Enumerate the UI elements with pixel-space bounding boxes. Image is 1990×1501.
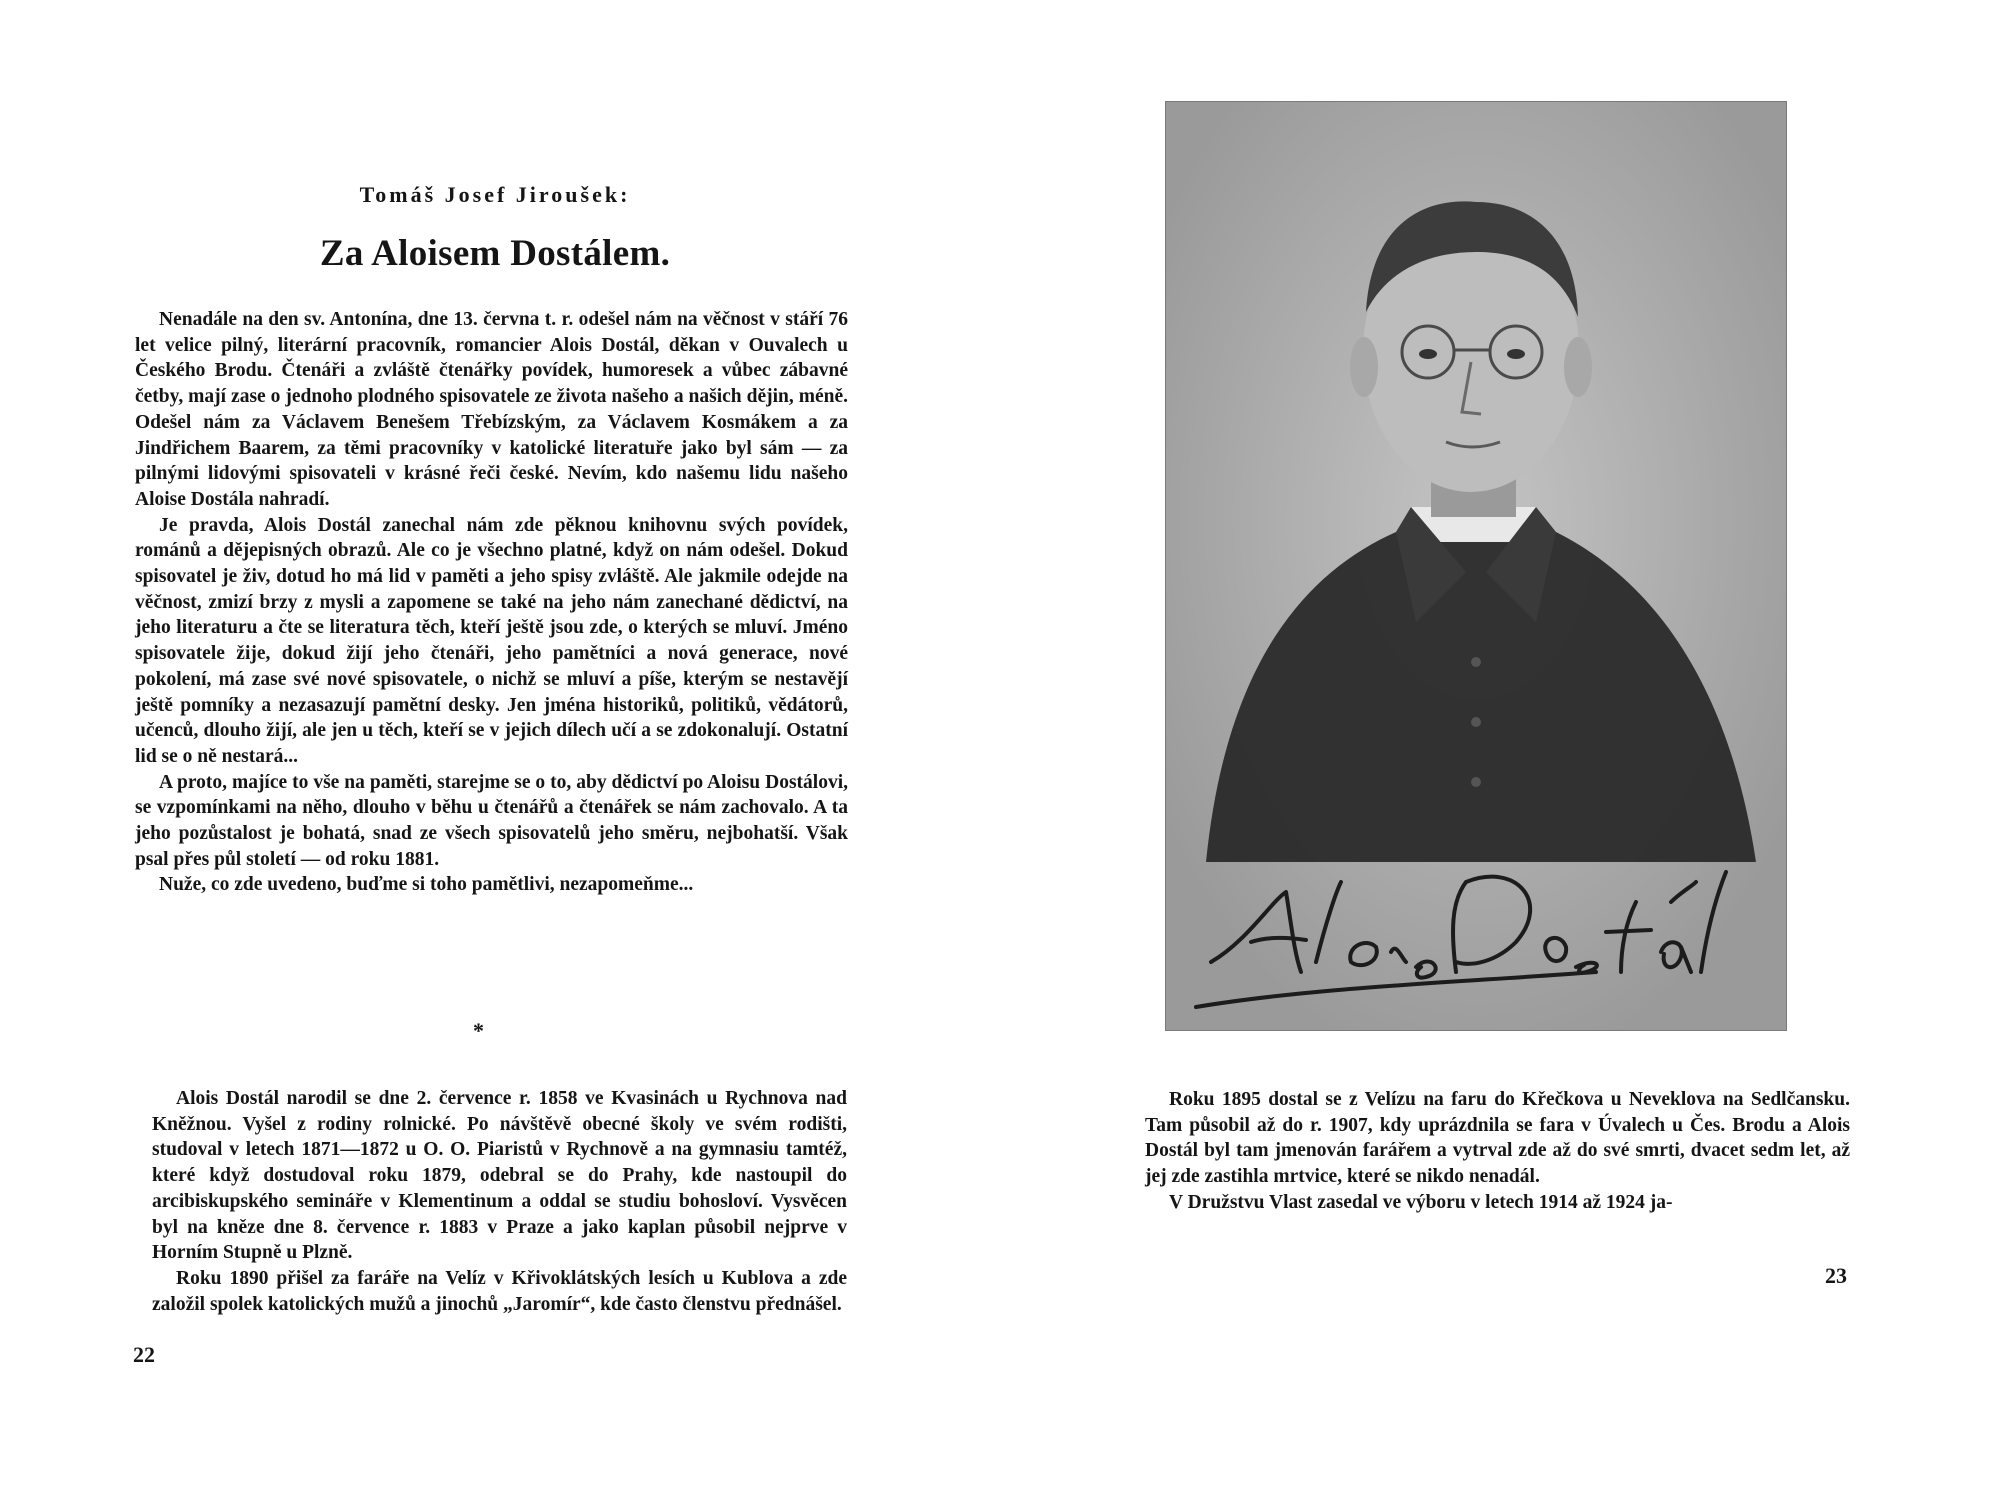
page-number-left: 22	[133, 1342, 155, 1367]
paragraph: Nenadále na den sv. Antonína, dne 13. června t. r. odešel nám na věčnost v stáří 76 let velice pilný, literární pracovník, romancier Alois Dostál, děkan v Ouvalech u Českého Brodu. Čtenáři a zvláště čtenářky povídek, humoresek a vůbec zábavné četby, mají zase o jednoho plodného spisovatele ze života našeho a našich dějin, méně. Odešel nám za Václavem Benešem Třebízským, za Václavem Kosmákem a za Jindřichem Baarem, za těmi pracovníky v katolické literatuře jako byl sám — za pilnými lidovými spisovateli v krásné řeči české. Nevím, kdo našemu lidu našeho Aloise Dostála nahradí.	[135, 309, 848, 510]
article-author: Tomáš Josef Jiroušek:	[359, 182, 631, 207]
paragraph: V Družstvu Vlast zasedal ve výboru v letech 1914 až 1924 ja-	[1169, 1191, 1673, 1213]
paragraph: Roku 1890 přišel za faráře na Velíz v Křivoklátských lesích u Kublova a zde založil spolek katolických mužů a jinochů „Jaromír“, kde často členstvu přednášel.	[152, 1267, 847, 1315]
article-title: Za Aloisem Dostálem.	[319, 233, 671, 274]
page-number-right: 23	[1825, 1263, 1847, 1288]
section-separator: *	[473, 1018, 484, 1043]
portrait-photo	[1165, 101, 1787, 1031]
paragraph: Je pravda, Alois Dostál zanechal nám zde pěknou knihovnu svých povídek, románů a dějepisných obrazů. Ale co je všechno platné, když on nám odešel. Dokud spisovatel je živ, dotud ho má lid v paměti a jeho spisy zvláště. Ale jakmile odejde na věčnost, zmizí brzy z mysli a zapomene se také na jeho nám zanechané dědictví, na jeho literaturu a čte se literatura těch, kteří ještě jsou zde, o kterých se mluví. Jméno spisovatele žije, dokud žijí jeho čtenáři, jeho pamětníci a nová generace, nové pokolení, má zase své nové spisovatele, o nichž se mluví a píše, kterým se nestavějí ještě pomníky a nezasazují pamětní desky. Jen jména historiků, politiků, vědátorů, učenců, dlouho žijí, ale jen u těch, kteří se v jejich dílech učí a se zdokonalují. Ostatní lid se o ně nestará...	[135, 514, 848, 767]
paragraph: Nuže, co zde uvedeno, buďme si toho pamětlivi, nezapomeňme...	[159, 874, 694, 896]
paragraph: Roku 1895 dostal se z Velízu na faru do Křečkova u Neveklova na Sedlčansku. Tam působil až do r. 1907, kdy uprázdnila se fara v Úvalech u Čes. Brodu a Alois Dostál byl tam jmenován farářem a vytrval zde až do své smrti, dvacet sedm let, až jej zde zastihla mrtvice, které se nikdo nenadál.	[1145, 1089, 1850, 1188]
right-page	[995, 0, 1990, 1501]
paragraph: A proto, majíce to vše na paměti, starejme se o to, aby dědictví po Aloisu Dostálovi, se vzpomínkami na něho, dlouho v běhu u čtenářů a čtenářek se nám zachovalo. A ta jeho pozůstalost je bohatá, snad ze všech spisovatelů jeho směru, nejbohatší. Však psal přes půl století — od roku 1881.	[135, 771, 848, 870]
right-page-body	[1145, 1087, 1850, 1216]
portrait-illustration	[1166, 102, 1786, 1030]
paragraph: Alois Dostál narodil se dne 2. července r. 1858 ve Kvasinách u Rychnova nad Kněžnou. Vyšel z rodiny rolnické. Po návštěvě obecné školy ve svém rodišti, studoval v letech 1871—1872 u O. O. Piaristů v Rychnově a na gymnasiu tamtéž, které když dostudoval roku 1879, odebral se do Prahy, kde nastoupil do arcibiskupského semináře v Klementinum a oddal se studiu bohosloví. Vysvěcen byl na kněze dne 8. července r. 1883 v Praze a jako kaplan působil nejprve v Horním Stupně u Plzně.	[152, 1088, 847, 1264]
article-body-part-1	[135, 307, 848, 898]
article-body-part-2	[152, 1086, 847, 1317]
